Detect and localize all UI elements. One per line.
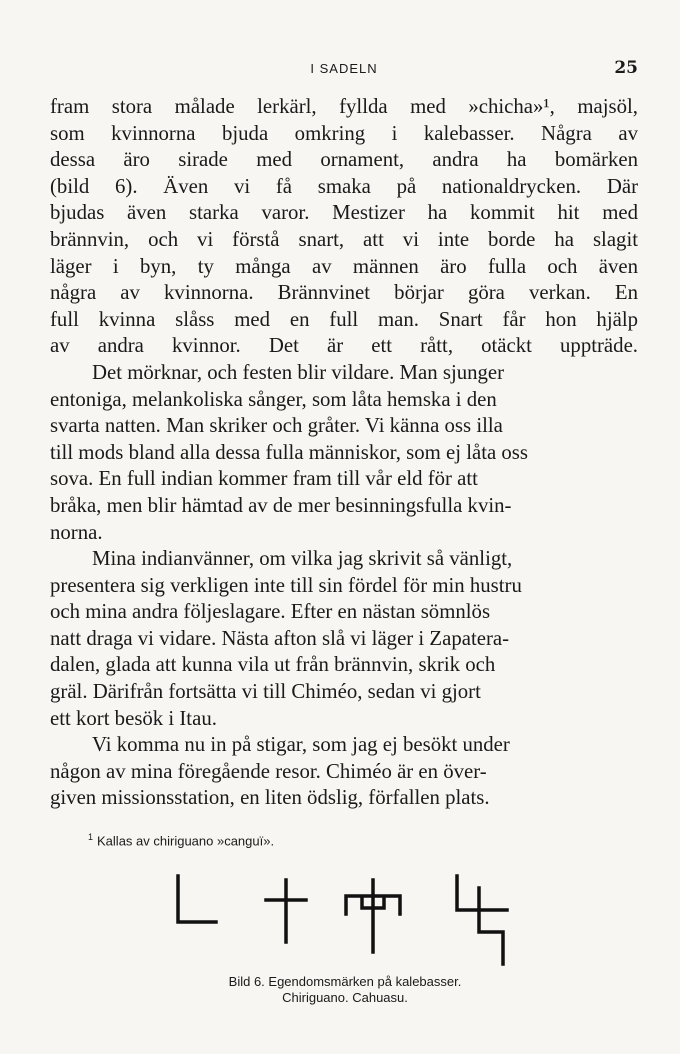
property-marks-figure	[160, 870, 520, 970]
property-mark-double-cross	[338, 870, 408, 955]
paragraph-1: fram stora målade lerkärl, fyllda med »chicha»¹, majsöl, som kvinnorna bjuda omkring i kalebasser. Några av dessa äro sirade med ornament, andra ha bomärken (bild 6). Även vi få smaka på nationaldrycken. Där bjudas även starka varor. Mestizer ha kommit hit med brännvin, och vi förstå snart, att vi inte borde ha slagit läger i byn, ty många av männen äro fulla och även några av kvinnorna. Brännvinet börjar göra verkan. En full kvinna slåss med en full man. Snart får hon hjälp av andra kvinnor. Det är ett rått, otäckt uppträde.	[50, 95, 638, 358]
footnote-text: Kallas av chiriguano »canguï».	[97, 833, 275, 849]
paragraph-3: Mina indianvänner, om vilka jag skrivit så vänligt, presentera sig verkligen inte till sin fördel för min hustru och mina andra följeslagare. Efter en nästan sömnlös natt draga vi vidare. Nästa afton slå vi läger i Zapatera- dalen, glada att kunna vila ut från brännvin, skrik och gräl. Därifrån fortsätta vi till Chiméo, sedan vi gjort ett kort besök i Itau.	[50, 547, 522, 730]
property-mark-cross	[260, 870, 310, 945]
paragraph-4: Vi komma nu in på stigar, som jag ej besökt under någon av mina föregående resor. Chiméo är en över- given missionsstation, en liten ödslig, förfallen plats.	[50, 733, 510, 810]
paragraph-2: Det mörknar, och festen blir vildare. Man sjunger entoniga, melankoliska sånger, som låta hemska i den svarta natten. Man skriker och gråter. Vi känna oss illa till mods bland alla dessa fulla människor, som ej låta oss sova. En full indian kommer fram till vår eld för att bråka, men blir hämtad av de mer besinningsfulla kvin- norna.	[50, 360, 528, 544]
property-mark-hook	[445, 870, 515, 970]
property-mark-l-shape	[172, 870, 222, 930]
body-text	[50, 94, 638, 812]
figure-caption	[150, 974, 540, 1006]
figure-caption-line-2: Chiriguano. Cahuasu.	[282, 990, 408, 1005]
figure-caption-line-1: Bild 6. Egendomsmärken på kalebasser.	[228, 974, 462, 989]
footnote-marker: 1	[88, 832, 94, 842]
footnote	[88, 832, 274, 848]
page-number: 25	[614, 58, 638, 78]
running-head: I SADELN	[310, 61, 378, 76]
page-header	[50, 58, 638, 82]
